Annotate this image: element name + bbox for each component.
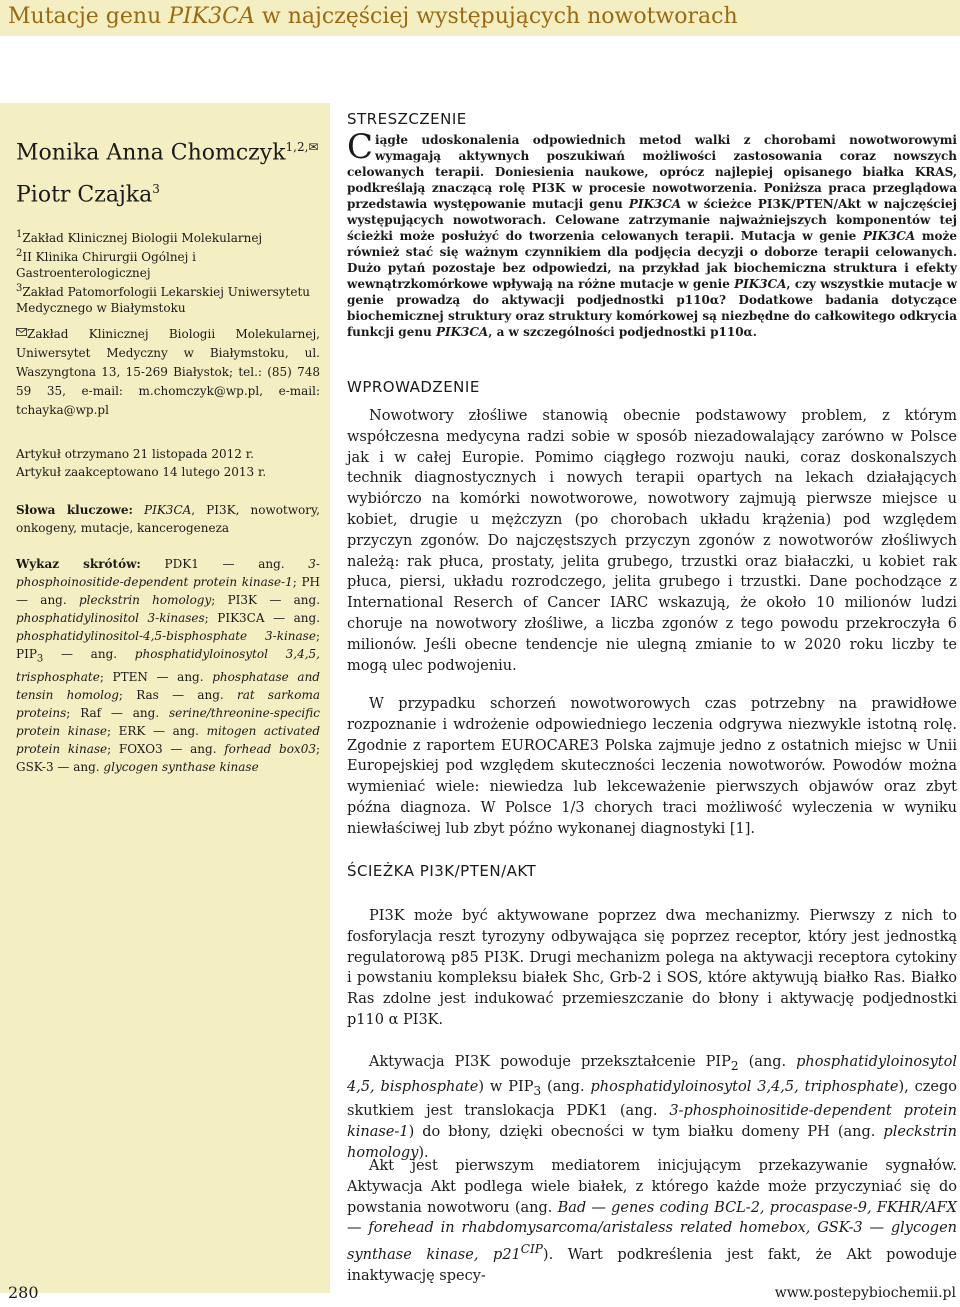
paragraph: W przypadku schorzeń nowotworowych czas potrzebny na prawidłowe rozpoznanie i wdrożenie odpowiedniego leczenia odgrywa niezwykle istotną rolę. Zgodnie z raportem EUROCARE3 Polska zajmuje jedno z ostatnich miejsc w Unii Europejskiej pod względem skuteczności leczenia nowotworów. Powodów można wymieniać wiele: niewiedza lub lekceważenie pierwszych objawów oraz zbyt późna diagnoza. W Polsce 1/3 chorych traci możliwość wyleczenia w wyniku niewłaściwej lub zbyt późno wykonanej diagnostyki [1].: [347, 696, 957, 837]
abbreviation-entry: GSK-3 — ang. glycogen synthase kinase: [16, 760, 259, 775]
abstract: C iągłe udoskonalenia odpowiednich metod walki z chorobami nowotworowymi wymagają aktywnych poszukiwań możliwości zastosowania coraz nowszych celowanych terapii. Doniesienia naukowe, oprócz najlepiej opisanego białka KRAS, podkreślają znaczącą rolę PI3K w procesie nowotworzenia. Poniższa praca przeglądowa przedstawia występowanie mutacji genu PIK3CA w ścieżce PI3K/PTEN/Akt w najczęściej występujących nowotworach. Celowane zatrzymanie najważniejszych komponentów tej ścieżki może posłużyć do tworzenia celowanych terapii. Mutacja w genie PIK3CA może również stać się ważnym czynnikiem dla podjęcia decyzji o doborze terapii celowanych. Dużo pytań pozostaje bez odpowiedzi, na przykład jak biochemiczna struktura i efekty wewnątrzkomórkowe wpływają na różne mutacje w genie PIK3CA, czy wszystkie mutacje w genie prowadzą do aktywacji podjednostki p110α? Dodatkowe badania dotyczące biochemicznej struktury oraz struktury komórkowej są niezbędne do całkowitego odkrycia funkcji genu PIK3CA, a w szczególności podjednostki p110α.: [347, 127, 957, 339]
affiliation: $^3$Zakład Patomorfologii Lekarskiej Uniwersytetu Medycznego w Białymstoku: [16, 283, 310, 315]
abbreviation-entry: FOXO3 — ang. forhead box03;: [118, 742, 321, 757]
abbreviation-entry: PI3K — ang. phosphatidylinositol 3-kinases;: [16, 593, 321, 625]
paragraph: PI3K może być aktywowane poprzez dwa mechanizmy. Pierwszy z nich to fosforylacja reszt tyrozyny odbywająca się poprzez receptor, który jest jednostką regulatorową p85 PI3K. Drugi mechanizm polega na aktywacji receptora cytokiny i powstaniu kompleksu białek Shc, Grb-2 i SOS, które aktywują białko Ras. Białko Ras zdolne jest indukować przemieszczanie do błony i aktywację podjednostki p110 α PI3K.: [347, 908, 957, 1028]
affiliation: $^1$Zakład Klinicznej Biologii Molekularnej: [16, 229, 263, 245]
page-number: 280: [8, 1283, 39, 1302]
envelope-icon: [16, 328, 27, 336]
abbreviation-entry: PTEN — ang. phosphatase and tensin homolog;: [16, 670, 320, 703]
paragraph: Akt jest pierwszym mediatorem inicjującym przekazywanie sygnałów. Aktywacja Akt podlega wiele białek, z którego każde może przyczyniać się do powstania nowotworu (ang. Bad — genes coding BCL-2, procaspase-9, FKHR/AFX — forehead in rhabdomysarcoma/aristaless related homebox, GSK-3 — glycogen synthase kinase, $p21^{CIP}$). Wart podkreślenia jest fakt, że Akt powoduje inaktywację specy-: [347, 1158, 958, 1284]
abbreviation-entry: PIK3CA — ang. phosphatidylinositol-4,5-bisphosphate 3-kinase;: [16, 611, 320, 643]
affiliations: [16, 227, 320, 316]
abbreviations-label: Wykaz skrótów:: [16, 557, 141, 571]
accepted-date: Artykuł zaakceptowano 14 lutego 2013 r.: [16, 465, 267, 479]
affiliation: $^2$II Klinika Chirurgii Ogólnej i Gastroenterologicznej: [16, 248, 197, 280]
journal-url[interactable]: www.postepybiochemii.pl: [774, 1285, 956, 1301]
abbreviation-entry: PDK1 — ang. 3-phosphoinositide-dependent protein kinase-1;: [16, 557, 320, 589]
drop-cap: C: [347, 127, 374, 167]
title-bar: [0, 0, 960, 36]
paragraph: Nowotwory złośliwe stanowią obecnie podstawowy problem, z którym współczesna medycyna radzi sobie w sposób niezadowalający zarówno w Polsce jak i w całej Europie. Pomimo ciągłego rozwoju nauki, coraz doskonalszych technik diagnostycznych i nowych terapii opartych na lekach działających wybiórczo na komórki nowotworowe, nowotwory zajmują pierwsze miejsce u kobiet, drugie u mężczyzn (po chorobach układu krążenia) pod względem przyczyn zgonów. Do najczęstszych przyczyn zgonów z nowotworów złośliwych należą: rak płuca, prostaty, jelita grubego, trzustki oraz białaczki, u kobiet rak płuca, piersi, układu rozrodczego, jelita grubego i trzustki. Dane pochodzące z International Reserch of Cancer IARC wskazują, że około 10 milionów ludzi choruje na nowotwory złośliwe, a liczba zgonów z tego powodu przekroczyła 6 milionów. Jeśli obecne tendencje nie ulegną zmianie to w 2020 roku liczby te mogą ulec podwojeniu.: [347, 408, 957, 674]
abbreviation-entry: Raf — ang. serine/threonine-specific protein kinase;: [16, 706, 320, 739]
correspondence: Zakład Klinicznej Biologii Molekularnej, Uniwersytet Medyczny w Białymstoku, ul. Waszyngtona 13, 15-269 Białystok; tel.: (85) 748 59 35, e-mail: m.chomczyk@wp.pl, e-mail: tchayka@wp.pl: [16, 327, 320, 417]
author-name: Piotr Czajka$^3$: [16, 182, 160, 208]
sidebar: [0, 103, 330, 1293]
keywords-label: Słowa kluczowe:: [16, 503, 133, 517]
abbreviation-entry: Ras — ang. rat sarkoma proteins;: [16, 688, 321, 721]
abbreviation-entry: $PIP_3$ — ang. phosphatidyloinosytol 3,4,5, trisphosphate;: [16, 647, 320, 685]
abbreviations: [16, 555, 320, 776]
keywords: Słowa kluczowe: PIK3CA, PI3K, nowotwory, onkogeny, mutacje, kancerogeneza: [16, 503, 320, 535]
abbreviation-entry: PH — ang. pleckstrin homology;: [16, 575, 321, 607]
section-heading: ŚCIEŻKA PI3K/PTEN/AKT: [347, 862, 537, 880]
introduction-heading: WPROWADZENIE: [347, 378, 480, 396]
author-name: Monika Anna Chomczyk$^{1,2,✉}$: [16, 140, 319, 166]
article-title: Mutacje genu PIK3CA w najczęściej występujących nowotworach: [8, 4, 738, 29]
paragraph: Aktywacja PI3K powoduje przekształcenie $PIP_2$ (ang. phosphatidyloinosytol 4,5, bisphosphate) w $PIP_3$ (ang. phosphatidyloinosytol 3,4,5, triphosphate), czego skutkiem jest translokacja PDK1 (ang. 3-phosphoinositide-dependent protein kinase-1) do błony, dzięki obecności w tym białku domeny PH (ang. pleckstrin homology).: [347, 1054, 958, 1161]
received-date: Artykuł otrzymano 21 listopada 2012 r.: [16, 447, 254, 461]
abbreviation-entry: ERK — ang. mitogen activated protein kinase;: [16, 724, 321, 757]
article-dates: [16, 445, 320, 481]
abstract-heading: STRESZCZENIE: [347, 110, 467, 128]
